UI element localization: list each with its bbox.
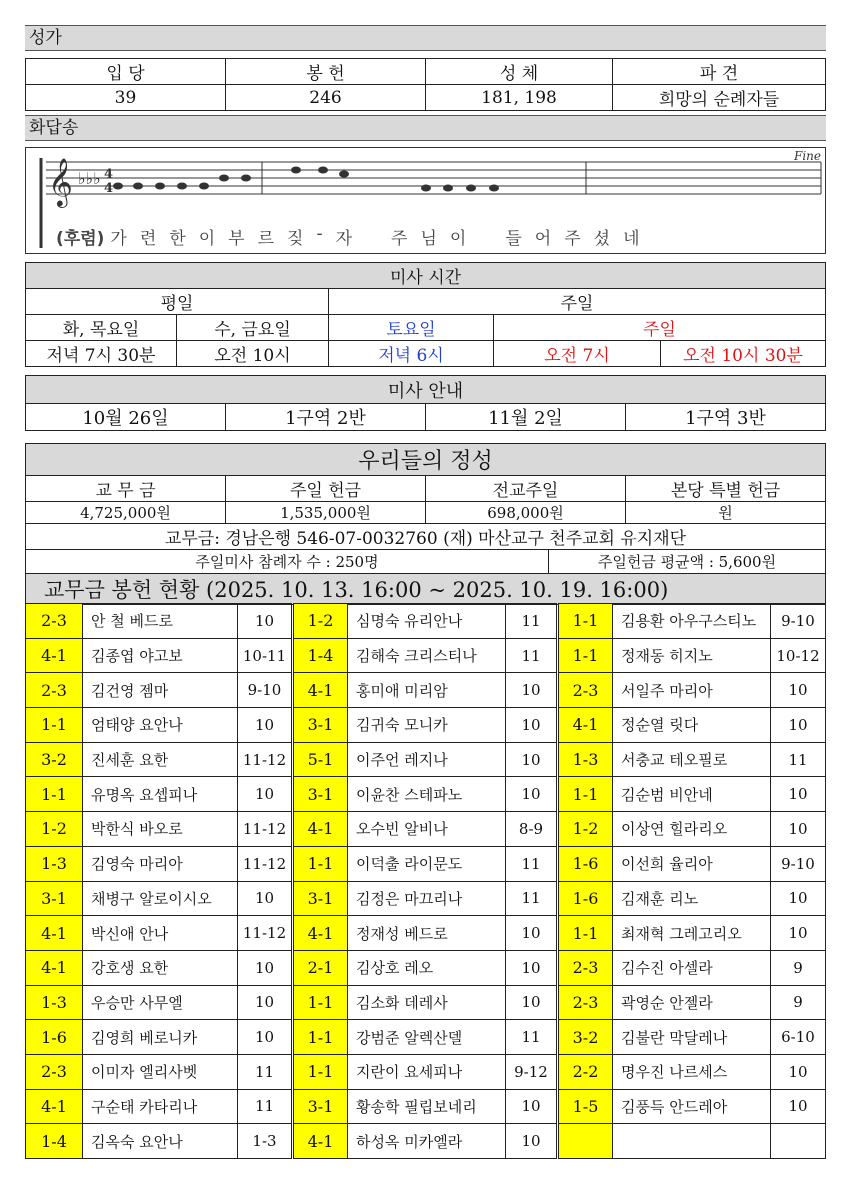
donor-count: 11 (506, 1020, 558, 1055)
donor-count: 10 (771, 916, 826, 951)
donor-group: 3-2 (26, 742, 83, 777)
lyric-syllable: 들 (505, 229, 522, 249)
donor-group: 1-2 (558, 812, 613, 847)
psalm-header: 화답송 (25, 115, 826, 141)
donor-count: 10 (238, 708, 293, 743)
hymn-entrance: 39 (26, 85, 226, 111)
donor-count: 10 (771, 1054, 826, 1089)
offering-sunday-label: 주일 헌금 (226, 476, 426, 502)
donor-name: 유명옥 요셉피나 (83, 777, 238, 812)
donor-group: 1-1 (558, 777, 613, 812)
donor-group: 2-3 (558, 673, 613, 708)
sunday-label: 주일 (329, 289, 826, 315)
donor-group: 4-1 (293, 812, 348, 847)
donor-count: 10 (238, 985, 293, 1020)
donor-count: 9 (771, 950, 826, 985)
donor-group: 4-1 (26, 950, 83, 985)
table-row (26, 742, 826, 777)
donor-name: 정재성 베드로 (348, 916, 506, 951)
offering-status-grid (25, 603, 826, 1159)
donor-count: 11 (506, 881, 558, 916)
donor-name: 홍미애 미리암 (348, 673, 506, 708)
attendance-count: 주일미사 참례자 수 : 250명 (26, 550, 549, 574)
donor-count: 10 (506, 950, 558, 985)
offering-dues-label: 교 무 금 (26, 476, 226, 502)
donor-name: 곽영순 안젤라 (613, 985, 771, 1020)
donor-count: 10 (238, 777, 293, 812)
donor-count: 10 (238, 950, 293, 985)
hymn-communion-label: 성 체 (426, 59, 613, 85)
donor-group: 3-1 (293, 881, 348, 916)
donor-name: 김정은 마끄리나 (348, 881, 506, 916)
donor-group: 2-1 (293, 950, 348, 985)
donor-name: 이윤찬 스테파노 (348, 777, 506, 812)
hymn-offertory: 246 (226, 85, 426, 111)
donor-name: 지란이 요세피나 (348, 1054, 506, 1089)
table-row (26, 812, 826, 847)
donor-count: 9-10 (238, 673, 293, 708)
donor-count: 10 (238, 881, 293, 916)
donor-name: 김소화 데레사 (348, 985, 506, 1020)
donor-count: 10 (506, 777, 558, 812)
donor-name: 강범준 알렉산델 (348, 1020, 506, 1055)
donor-count: 10 (506, 673, 558, 708)
donor-group: 1-1 (293, 1054, 348, 1089)
donor-name: 김상호 레오 (348, 950, 506, 985)
lyric-syllable: - (316, 224, 323, 244)
donor-group: 1-2 (293, 604, 348, 639)
table-row (26, 1089, 826, 1124)
table-row (26, 985, 826, 1020)
donor-name: 정재동 히지노 (613, 638, 771, 673)
donor-group: 1-1 (558, 638, 613, 673)
donor-name: 김풍득 안드레아 (613, 1089, 771, 1124)
lyric-syllable: 셨 (593, 229, 611, 249)
time-saturday: 저녁 6시 (329, 341, 494, 367)
donor-count: 11 (506, 846, 558, 881)
donor-count: 10 (771, 673, 826, 708)
donor-name: 최재혁 그레고리오 (613, 916, 771, 951)
donor-group: 1-3 (558, 742, 613, 777)
donor-name: 우승만 사무엘 (83, 985, 238, 1020)
guide-group-2: 1구역 3반 (626, 404, 826, 431)
mass-times-title: 미사 시간 (26, 263, 826, 289)
donor-count: 10 (771, 708, 826, 743)
donor-group: 1-3 (26, 846, 83, 881)
table-row (26, 1124, 826, 1159)
hymn-communion: 181, 198 (426, 85, 613, 111)
donor-name: 엄태양 요안나 (83, 708, 238, 743)
donor-count: 1-3 (238, 1124, 293, 1159)
table-row (26, 604, 826, 639)
offering-title: 우리들의 정성 (26, 444, 826, 476)
donor-count: 11-12 (238, 812, 293, 847)
table-row (26, 1054, 826, 1089)
hymn-recessional: 희망의 순례자들 (613, 85, 826, 111)
donor-name: 김해숙 크리스티나 (348, 638, 506, 673)
donor-count: 10 (771, 777, 826, 812)
donor-group: 1-1 (293, 1020, 348, 1055)
hymn-offertory-label: 봉 헌 (226, 59, 426, 85)
status-title: 교무금 봉헌 현황 (2025. 10. 13. 16:00 ~ 2025. 10. 19. 16:00) (26, 574, 826, 605)
donor-name: 박한식 바오로 (83, 812, 238, 847)
donor-group: 1-1 (558, 916, 613, 951)
donor-group: 1-6 (558, 846, 613, 881)
donor-name: 이상연 힐라리오 (613, 812, 771, 847)
donor-group: 4-1 (558, 708, 613, 743)
donor-group (558, 1124, 613, 1159)
offering-dues: 4,725,000원 (26, 502, 226, 524)
donor-count: 11-12 (238, 846, 293, 881)
donor-name: 정순열 릿다 (613, 708, 771, 743)
bank-account: 교무금: 경남은행 546-07-0032760 (재) 마산교구 천주교회 유지재단 (26, 524, 826, 550)
donor-name: 서일주 마리아 (613, 673, 771, 708)
svg-text:♭♭♭: ♭♭♭ (78, 169, 101, 188)
donor-count: 10 (506, 916, 558, 951)
donor-group: 4-1 (26, 638, 83, 673)
table-row (26, 846, 826, 881)
hymns-header: 성가 (25, 25, 826, 51)
refrain-label: (후렴) (56, 229, 105, 249)
donor-name: 박신애 안나 (83, 916, 238, 951)
donor-group: 2-3 (558, 950, 613, 985)
donor-group: 3-1 (293, 1089, 348, 1124)
donor-count: 10 (506, 1124, 558, 1159)
donor-name: 이선희 율리아 (613, 846, 771, 881)
table-row (26, 881, 826, 916)
donor-count: 11 (506, 638, 558, 673)
lyric-syllable: 이 (198, 229, 216, 249)
donor-name: 채병구 알로이시오 (83, 881, 238, 916)
table-row (26, 916, 826, 951)
donor-name (613, 1124, 771, 1159)
donor-name: 심명숙 유리안나 (348, 604, 506, 639)
donor-name: 강호생 요한 (83, 950, 238, 985)
lyric-syllable: 님 (420, 229, 437, 249)
donor-name: 김순범 비안네 (613, 777, 771, 812)
psalm-score (25, 147, 826, 254)
donor-name: 오수빈 알비나 (348, 812, 506, 847)
donor-count: 10-11 (238, 638, 293, 673)
donor-count: 9-10 (771, 846, 826, 881)
donor-count: 11 (238, 1054, 293, 1089)
lyric-syllable: 련 (139, 229, 157, 249)
donor-name: 김영희 베로니카 (83, 1020, 238, 1055)
offering-mission: 698,000원 (426, 502, 626, 524)
donor-group: 1-5 (558, 1089, 613, 1124)
donor-group: 1-6 (558, 881, 613, 916)
svg-text:4: 4 (104, 181, 114, 196)
donor-count: 11-12 (238, 742, 293, 777)
lyric-syllable: 어 (534, 229, 552, 249)
offering-table (25, 443, 826, 605)
lyric-syllable: 짖 (287, 229, 304, 249)
donor-group: 4-1 (293, 673, 348, 708)
donor-group: 3-1 (293, 708, 348, 743)
donor-group: 1-3 (26, 985, 83, 1020)
donor-name: 명우진 나르세스 (613, 1054, 771, 1089)
table-row (26, 777, 826, 812)
donor-group: 2-3 (26, 1054, 83, 1089)
day-saturday: 토요일 (329, 315, 494, 341)
donor-group: 3-2 (558, 1020, 613, 1055)
donor-group: 1-1 (293, 985, 348, 1020)
donor-group: 5-1 (293, 742, 348, 777)
donor-name: 진세훈 요한 (83, 742, 238, 777)
donor-name: 서충교 테오필로 (613, 742, 771, 777)
donor-count: 10-12 (771, 638, 826, 673)
time-sunday-2: 오전 10시 30분 (661, 341, 826, 367)
donor-name: 황송학 필립보네리 (348, 1089, 506, 1124)
donor-count (771, 1124, 826, 1159)
donor-count: 10 (506, 742, 558, 777)
table-row (26, 1020, 826, 1055)
day-tue-thu: 화, 목요일 (26, 315, 177, 341)
donor-count: 10 (238, 1020, 293, 1055)
donor-count: 10 (771, 1089, 826, 1124)
hymn-recessional-label: 파 견 (613, 59, 826, 85)
donor-count: 10 (771, 812, 826, 847)
time-sunday-1: 오전 7시 (494, 341, 661, 367)
donor-count: 10 (506, 985, 558, 1020)
mass-guide-table (25, 375, 826, 431)
lyric-syllable: 네 (623, 229, 640, 249)
donor-name: 이덕출 라이문도 (348, 846, 506, 881)
table-row (26, 708, 826, 743)
donor-name: 김귀숙 모니카 (348, 708, 506, 743)
donor-name: 김수진 아셀라 (613, 950, 771, 985)
donor-count: 10 (238, 604, 293, 639)
time-wed-fri: 오전 10시 (177, 341, 329, 367)
offering-sunday: 1,535,000원 (226, 502, 426, 524)
donor-name: 안 철 베드로 (83, 604, 238, 639)
offering-special-label: 본당 특별 헌금 (626, 476, 826, 502)
donor-group: 1-1 (26, 708, 83, 743)
lyric-syllable: 자 (335, 229, 353, 249)
lyric-syllable: 주 (564, 229, 581, 249)
mass-times-table (25, 262, 826, 367)
donor-name: 김영숙 마리아 (83, 846, 238, 881)
offering-special: 원 (626, 502, 826, 524)
donor-name: 구순태 카타리나 (83, 1089, 238, 1124)
donor-group: 1-4 (293, 638, 348, 673)
lyric-syllable: 이 (449, 229, 467, 249)
lyric-syllable: 가 (110, 229, 127, 249)
donor-name: 김옥숙 요안나 (83, 1124, 238, 1159)
donor-name: 이미자 엘리사벳 (83, 1054, 238, 1089)
donor-group: 1-1 (558, 604, 613, 639)
hymn-entrance-label: 입 당 (26, 59, 226, 85)
donor-name: 김종엽 야고보 (83, 638, 238, 673)
lyric-syllable: 한 (169, 229, 186, 249)
guide-date-2: 11월 2일 (426, 404, 626, 431)
hymns-table (25, 58, 826, 111)
psalm-lyrics (56, 224, 640, 249)
donor-count: 11-12 (238, 916, 293, 951)
guide-group-1: 1구역 2반 (226, 404, 426, 431)
offering-mission-label: 전교주일 (426, 476, 626, 502)
average-offering: 주일헌금 평균액 : 5,600원 (549, 550, 826, 574)
table-row (26, 673, 826, 708)
donor-group: 4-1 (26, 1089, 83, 1124)
donor-count: 11 (506, 604, 558, 639)
donor-group: 1-4 (26, 1124, 83, 1159)
lyric-syllable: 주 (391, 229, 408, 249)
donor-count: 6-10 (771, 1020, 826, 1055)
lyric-syllable: 부 (228, 229, 245, 249)
mass-guide-title: 미사 안내 (26, 376, 826, 404)
donor-group: 4-1 (26, 916, 83, 951)
table-row (26, 950, 826, 985)
svg-text:𝄞: 𝄞 (48, 157, 73, 206)
donor-group: 1-1 (293, 846, 348, 881)
donor-count: 11 (238, 1089, 293, 1124)
donor-name: 하성옥 미카엘라 (348, 1124, 506, 1159)
donor-name: 이주언 레지나 (348, 742, 506, 777)
donor-name: 김재훈 리노 (613, 881, 771, 916)
svg-text:4: 4 (104, 167, 114, 182)
donor-count: 10 (506, 1089, 558, 1124)
fine-mark: Fine (794, 149, 821, 163)
donor-count: 11 (771, 742, 826, 777)
donor-group: 2-3 (26, 604, 83, 639)
time-tue-thu: 저녁 7시 30분 (26, 341, 177, 367)
donor-group: 4-1 (293, 1124, 348, 1159)
donor-group: 3-1 (293, 777, 348, 812)
guide-date-1: 10월 26일 (26, 404, 226, 431)
day-wed-fri: 수, 금요일 (177, 315, 329, 341)
donor-count: 10 (506, 708, 558, 743)
donor-count: 9-12 (506, 1054, 558, 1089)
donor-group: 1-2 (26, 812, 83, 847)
donor-count: 10 (771, 881, 826, 916)
day-sunday: 주일 (494, 315, 826, 341)
donor-group: 2-3 (26, 673, 83, 708)
table-row (26, 638, 826, 673)
donor-group: 4-1 (293, 916, 348, 951)
donor-count: 9 (771, 985, 826, 1020)
donor-group: 2-2 (558, 1054, 613, 1089)
donor-name: 김용환 아우구스티노 (613, 604, 771, 639)
donor-group: 1-1 (26, 777, 83, 812)
donor-count: 8-9 (506, 812, 558, 847)
donor-count: 9-10 (771, 604, 826, 639)
lyric-syllable: 르 (257, 229, 275, 249)
donor-group: 3-1 (26, 881, 83, 916)
weekday-label: 평일 (26, 289, 329, 315)
donor-name: 김불란 막달레나 (613, 1020, 771, 1055)
donor-group: 2-3 (558, 985, 613, 1020)
donor-group: 1-6 (26, 1020, 83, 1055)
donor-name: 김건영 젬마 (83, 673, 238, 708)
